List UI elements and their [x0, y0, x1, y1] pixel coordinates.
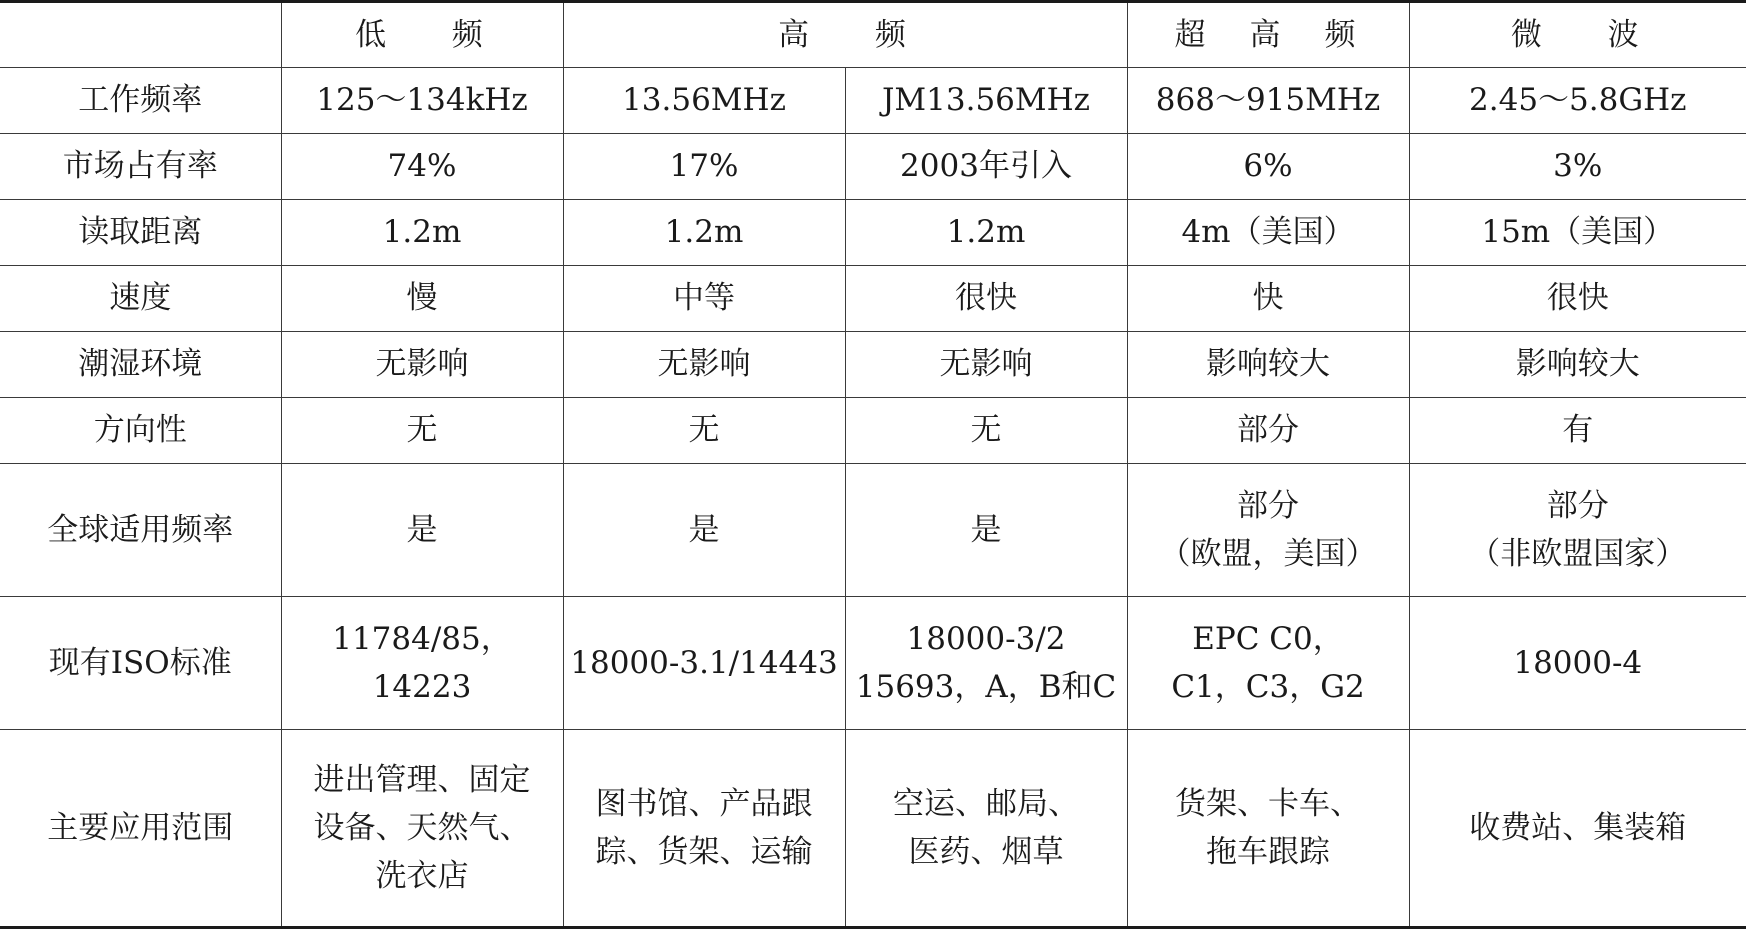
table-cell: 2003年引入 [845, 134, 1127, 200]
table-cell: 1.2m [845, 200, 1127, 266]
table-row [0, 398, 1746, 464]
table-cell: 慢 [281, 266, 563, 332]
row-label: 工作频率 [0, 68, 281, 134]
table-row [0, 597, 1746, 730]
row-label: 速度 [0, 266, 281, 332]
table-cell: 6% [1127, 134, 1409, 200]
table-cell: 是 [563, 464, 845, 597]
row-label: 市场占有率 [0, 134, 281, 200]
table-cell: 11784/85，14223 [281, 597, 563, 730]
table-cell: 2.45～5.8GHz [1409, 68, 1746, 134]
header-microwave: 微 波 [1409, 2, 1746, 68]
table-row [0, 68, 1746, 134]
row-label: 读取距离 [0, 200, 281, 266]
table-row [0, 332, 1746, 398]
table-cell: 部分 （非欧盟国家） [1409, 464, 1746, 597]
table-cell: 无 [563, 398, 845, 464]
table-cell: 空运、邮局、 医药、烟草 [845, 730, 1127, 928]
table-cell: 部分 [1127, 398, 1409, 464]
table-cell: 无 [845, 398, 1127, 464]
table-cell: 很快 [845, 266, 1127, 332]
table-cell: 中等 [563, 266, 845, 332]
table-cell: EPC C0， C1，C3，G2 [1127, 597, 1409, 730]
table-cell: 18000-3.1/14443 [563, 597, 845, 730]
table-cell: 无 [281, 398, 563, 464]
table-cell: 868～915MHz [1127, 68, 1409, 134]
table-cell: 3% [1409, 134, 1746, 200]
table-cell: 影响较大 [1409, 332, 1746, 398]
row-label: 主要应用范围 [0, 730, 281, 928]
row-label: 潮湿环境 [0, 332, 281, 398]
header-corner-cell [0, 2, 281, 68]
table-cell: 很快 [1409, 266, 1746, 332]
table-cell: 快 [1127, 266, 1409, 332]
table-cell: 1.2m [281, 200, 563, 266]
table-cell: 13.56MHz [563, 68, 845, 134]
row-label: 方向性 [0, 398, 281, 464]
table-cell: JM13.56MHz [845, 68, 1127, 134]
header-row [0, 2, 1746, 68]
table-cell: 17% [563, 134, 845, 200]
header-ultra-high-frequency: 超 高 频 [1127, 2, 1409, 68]
table-row [0, 200, 1746, 266]
table-cell: 图书馆、产品跟 踪、货架、运输 [563, 730, 845, 928]
table-row [0, 134, 1746, 200]
header-high-frequency: 高 频 [563, 2, 1127, 68]
table-row [0, 266, 1746, 332]
table-cell: 有 [1409, 398, 1746, 464]
table-cell: 4m（美国） [1127, 200, 1409, 266]
table-cell: 74% [281, 134, 563, 200]
table-row [0, 730, 1746, 928]
table-cell: 进出管理、固定 设备、天然气、 洗衣店 [281, 730, 563, 928]
header-low-frequency: 低 频 [281, 2, 563, 68]
row-label: 全球适用频率 [0, 464, 281, 597]
table-cell: 影响较大 [1127, 332, 1409, 398]
table-cell: 15m（美国） [1409, 200, 1746, 266]
table-cell: 货架、卡车、 拖车跟踪 [1127, 730, 1409, 928]
table-cell: 125～134kHz [281, 68, 563, 134]
table-cell: 1.2m [563, 200, 845, 266]
table-cell: 是 [281, 464, 563, 597]
table-cell: 18000-4 [1409, 597, 1746, 730]
table-cell: 无影响 [845, 332, 1127, 398]
table-cell: 无影响 [563, 332, 845, 398]
table-row [0, 464, 1746, 597]
table-cell: 是 [845, 464, 1127, 597]
table-cell: 收费站、集装箱 [1409, 730, 1746, 928]
table-cell: 部分 （欧盟，美国） [1127, 464, 1409, 597]
table-cell: 18000-3/2 15693，A，B和C [845, 597, 1127, 730]
row-label: 现有ISO标准 [0, 597, 281, 730]
table-cell: 无影响 [281, 332, 563, 398]
